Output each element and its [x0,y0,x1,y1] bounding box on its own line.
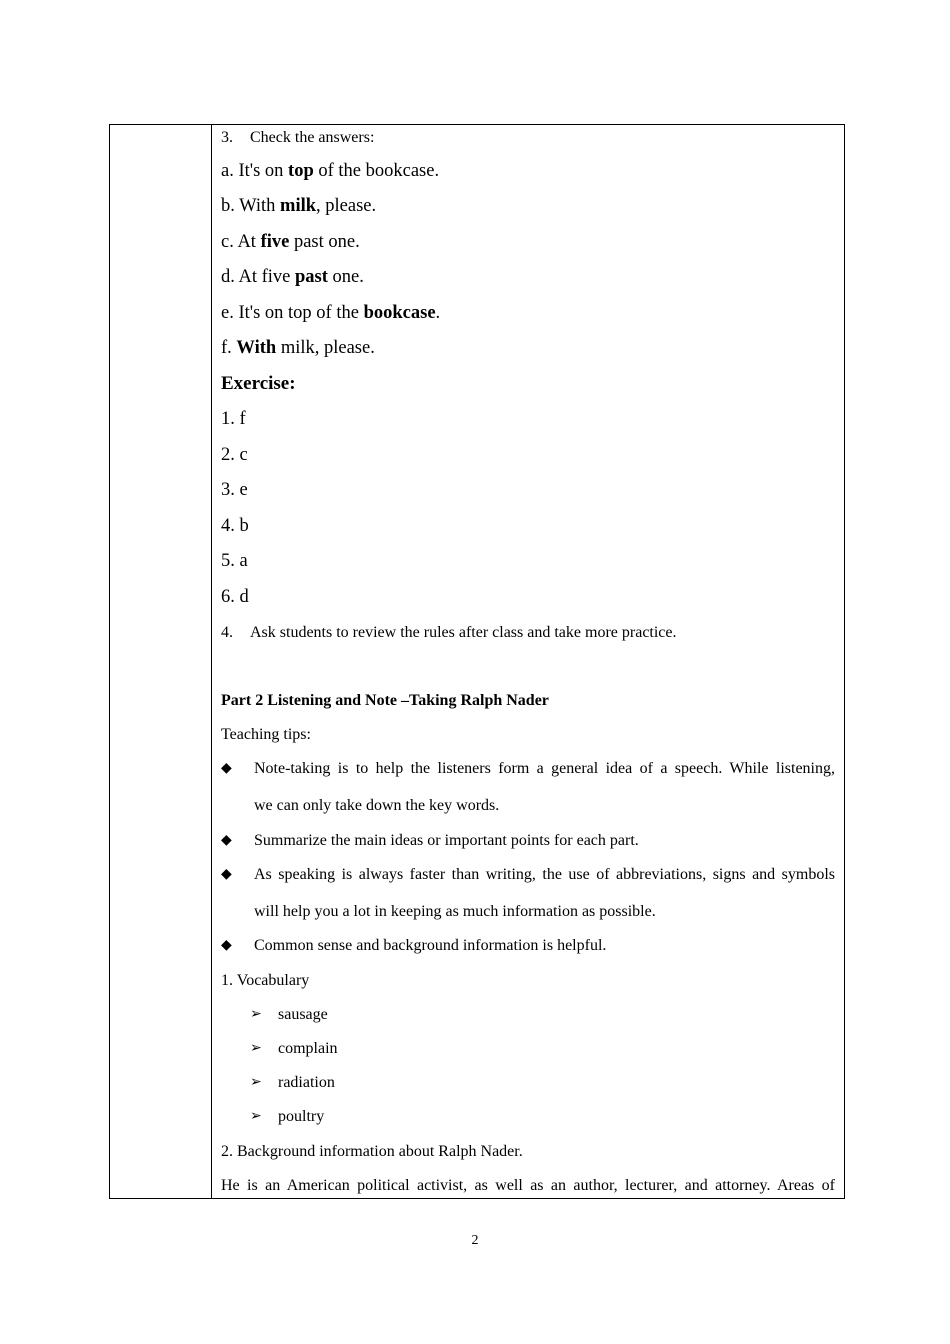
page-number: 2 [471,1233,479,1248]
exercise-item: 5. a [221,551,248,571]
exercise-item: 2. c [221,445,248,465]
exercise-item: 6. d [221,587,249,607]
exercise-item: 4. b [221,516,249,536]
exercise-item: 3. e [221,480,248,500]
teaching-tips-heading: Teaching tips: [221,726,311,743]
answer-b: b. With milk, please. [221,196,377,216]
arrow-bullet-icon: ➢ [250,1041,262,1056]
lesson-table: 3. Check the answers: a. It's on top of the bookcase. b. With milk, please. c. At five past one. d. At five past one. e. It's on top of the bookcase. f. With milk, please. Exercise: 1. f 2. c 3. e 4. b 5. a 6. d 4. Ask students to review the rules after class and take more practice. Part 2 Listening and Note –Taking Ralph Nader Teaching tips: ◆ Note-taking is to help the listeners form a general idea of a speech. While listening, we can only take down the key words. ◆ Summarize the main ideas or important points for each part. ◆ As speaking is always faster than writing, the use of abbreviations, signs and symbols will help you a lot in keeping as much information as possible. ◆ Common sense and background information is helpful. 1. Vocabulary ➢ sausage ➢ complain ➢ radiation ➢ poultry 2. Background information about Ralph Nader. He is an American political activist, as well as an author, lecturer, and attorney. Areas of [109,124,845,1199]
answer-c: c. At five past one. [221,232,360,252]
diamond-bullet-icon: ◆ [221,867,232,882]
vocabulary-heading: 1. Vocabulary [221,972,310,989]
arrow-bullet-icon: ➢ [250,1109,262,1124]
step-3 [221,129,374,147]
answer-d: d. At five past one. [221,267,364,287]
column-divider [211,125,212,1198]
exercise-item: 1. f [221,409,246,429]
background-heading: 2. Background information about Ralph Nader. [221,1143,523,1160]
diamond-bullet-icon: ◆ [221,833,232,848]
answer-a: a. It's on top of the bookcase. [221,161,440,181]
answer-f: f. With milk, please. [221,338,375,358]
answer-e: e. It's on top of the bookcase. [221,303,441,323]
step-4-text: Ask students to review the rules after class and take more practice. [250,624,677,641]
step-3-text: Check the answers: [250,129,375,146]
step-4-number: 4. [221,624,233,641]
arrow-bullet-icon: ➢ [250,1007,262,1022]
exercise-heading: Exercise: [221,373,296,394]
diamond-bullet-icon: ◆ [221,761,232,776]
step-4 [221,624,677,642]
arrow-bullet-icon: ➢ [250,1075,262,1090]
part-2-title: Part 2 Listening and Note –Taking Ralph Nader [221,692,549,709]
diamond-bullet-icon: ◆ [221,938,232,953]
step-3-number: 3. [221,129,233,146]
